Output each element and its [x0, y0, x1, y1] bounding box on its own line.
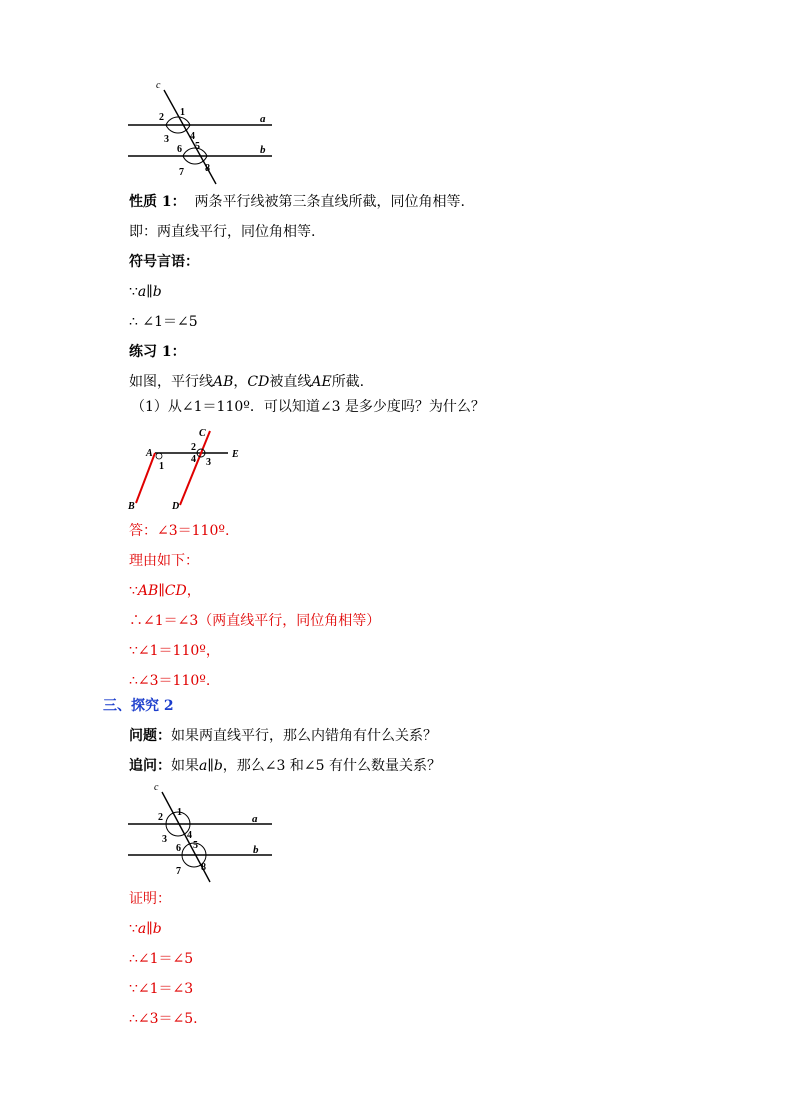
angle-1-label: 1 [159, 461, 164, 472]
line-cd-name: CD [164, 583, 187, 599]
label-c: c [156, 80, 161, 91]
exercise-question: （1）从∠1＝110º．可以知道∠3 是多少度吗？为什么？ [131, 399, 485, 415]
angle-mark-lower [156, 453, 162, 459]
property-1 [129, 193, 465, 211]
angle-4-label: 4 [190, 131, 195, 142]
statement-given [129, 283, 162, 301]
parallel-lines-figure-2 [120, 780, 280, 885]
angle-5-label: 5 [193, 840, 198, 851]
restatement: 即：两直线平行，同位角相等. [129, 224, 316, 240]
parallel-symbol: ∥ [146, 921, 153, 937]
reason-label: 理由如下： [129, 553, 199, 569]
statement-conclusion: ∴ ∠1＝∠5 [129, 314, 198, 330]
because-symbol: ∵ [129, 284, 138, 300]
angle-8-label: 8 [205, 163, 210, 174]
angle-4-label: 4 [187, 830, 192, 841]
proof-step-4: ∴∠3＝∠5. [129, 1011, 198, 1027]
reason-step-3: ∵∠1＝110º， [129, 643, 220, 659]
parallel-symbol: ∥ [146, 284, 153, 300]
angle-4-label: 4 [191, 454, 196, 465]
label-D: D [172, 501, 180, 512]
angle-3-label: 3 [162, 834, 167, 845]
parallel-symbol: ∥ [207, 758, 214, 774]
angle-3-label: 3 [206, 457, 211, 468]
exercise-figure [122, 425, 252, 517]
label-B: B [128, 501, 135, 512]
angle-5-label: 5 [195, 141, 200, 152]
label-b: b [260, 144, 266, 156]
angle-2-label: 2 [191, 442, 196, 453]
follow-up-question [129, 757, 441, 775]
exercise-intro-text: 如图，平行线 [129, 374, 213, 390]
var-a: a [137, 921, 147, 937]
comma: ， [233, 374, 248, 390]
label-A: A [146, 448, 153, 459]
exercise-intro [129, 373, 364, 391]
question-text: 如果两直线平行，那么内错角有什么关系？ [171, 728, 437, 744]
parallel-symbol: ∥ [158, 583, 165, 599]
label-E: E [232, 449, 239, 460]
reason-step-4: ∴∠3＝110º. [129, 673, 211, 689]
comma: ， [186, 583, 201, 599]
angle-2-label: 2 [159, 112, 164, 123]
label-b: b [253, 844, 259, 856]
property-1-text: 两条平行线被第三条直线所截，同位角相等. [194, 194, 465, 210]
because-symbol: ∵ [129, 921, 138, 937]
follow-up-text-1: 如果 [171, 758, 199, 774]
proof-label: 证明： [129, 891, 171, 907]
angle-7-label: 7 [179, 167, 184, 178]
line-ab-name: AB [213, 374, 234, 390]
parallel-lines-figure-1 [120, 78, 280, 188]
line-ab [136, 453, 155, 503]
exercise-1-label: 练习 1： [129, 344, 186, 360]
symbol-language-label: 符号言语： [129, 254, 199, 270]
proof-step-1 [129, 920, 162, 938]
proof-step-2: ∴∠1＝∠5 [129, 951, 194, 967]
angle-6-label: 6 [176, 843, 181, 854]
property-1-label: 性质 1： [129, 194, 186, 210]
angle-1-label: 1 [180, 107, 185, 118]
exercise-intro-text-2: 被直线 [269, 374, 312, 390]
var-a: a [199, 758, 208, 774]
question [129, 727, 437, 745]
question-label: 问题： [129, 728, 171, 744]
label-c: c [154, 782, 159, 793]
label-a: a [252, 813, 258, 825]
angle-1-label: 1 [177, 807, 182, 818]
angle-7-label: 7 [176, 866, 181, 877]
because-symbol: ∵ [129, 583, 138, 599]
section-heading-3: 三、探究 2 [103, 698, 174, 714]
angle-8-label: 8 [201, 862, 206, 873]
exercise-intro-text-3: 所截. [331, 374, 365, 390]
var-b: b [152, 921, 162, 937]
var-b: b [152, 284, 162, 300]
line-ae-name: AE [311, 374, 332, 390]
proof-step-3: ∵∠1＝∠3 [129, 981, 194, 997]
var-b: b [213, 758, 223, 774]
reason-step-1 [129, 582, 201, 600]
angle-2-label: 2 [158, 812, 163, 823]
angle-6-label: 6 [177, 144, 182, 155]
line-ab-name: AB [137, 583, 159, 599]
reason-step-2: ∴∠1＝∠3（两直线平行，同位角相等） [129, 613, 381, 629]
label-a: a [260, 113, 266, 125]
var-a: a [137, 284, 147, 300]
angle-3-label: 3 [164, 134, 169, 145]
follow-up-label: 追问： [129, 758, 171, 774]
answer: 答：∠3＝110º. [129, 523, 230, 539]
follow-up-text-2: ，那么∠3 和∠5 有什么数量关系？ [222, 758, 441, 774]
line-cd-name: CD [247, 374, 270, 390]
label-C: C [199, 428, 206, 439]
